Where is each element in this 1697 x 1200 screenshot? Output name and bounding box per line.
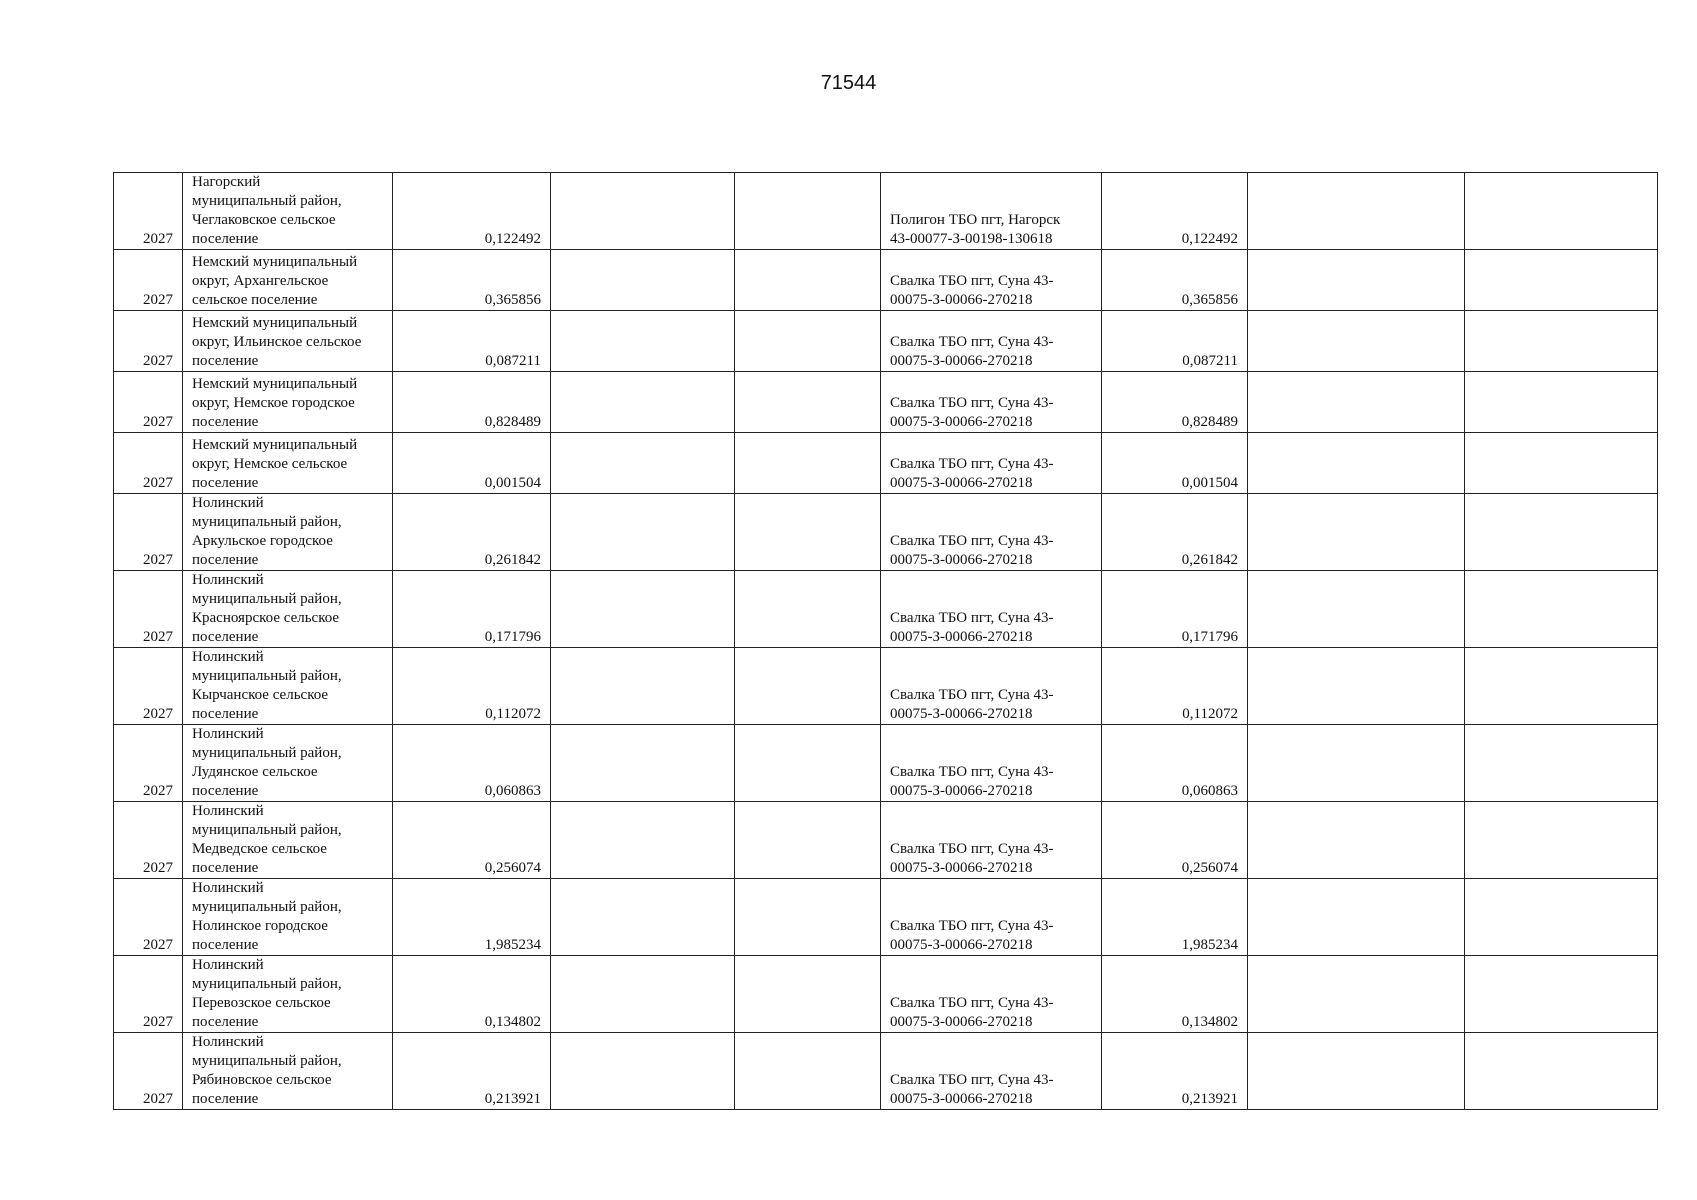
municipality-cell: Нолинский муниципальный район, Красноярское сельское поселение [183,571,393,648]
empty-cell [551,725,735,802]
disposal-object-cell: Свалка ТБО пгт, Суна 43- 00075-З-00066-270218 [881,311,1102,372]
table-row [114,173,1658,250]
empty-cell [1248,433,1465,494]
volume-cell: 0,261842 [393,494,551,571]
municipality-cell: Нолинский муниципальный район, Нолинское городское поселение [183,879,393,956]
empty-cell [1465,494,1658,571]
year-cell: 2027 [114,648,183,725]
volume-cell: 0,365856 [393,250,551,311]
table-row [114,648,1658,725]
year-cell: 2027 [114,725,183,802]
table-row [114,250,1658,311]
empty-cell [551,494,735,571]
empty-cell [735,571,881,648]
volume-disposed-cell: 0,134802 [1102,956,1248,1033]
disposal-object-cell: Свалка ТБО пгт, Суна 43- 00075-З-00066-270218 [881,802,1102,879]
table-body [114,173,1658,1110]
disposal-object-cell: Свалка ТБО пгт, Суна 43- 00075-З-00066-270218 [881,956,1102,1033]
empty-cell [1465,956,1658,1033]
volume-cell: 0,122492 [393,173,551,250]
volume-disposed-cell: 0,261842 [1102,494,1248,571]
volume-cell: 0,134802 [393,956,551,1033]
table-row [114,571,1658,648]
year-cell: 2027 [114,956,183,1033]
municipality-cell: Нолинский муниципальный район, Рябиновское сельское поселение [183,1033,393,1110]
volume-cell: 0,112072 [393,648,551,725]
municipality-cell: Немский муниципальный округ, Архангельское сельское поселение [183,250,393,311]
empty-cell [1248,879,1465,956]
empty-cell [735,433,881,494]
empty-cell [735,372,881,433]
disposal-object-cell: Свалка ТБО пгт, Суна 43- 00075-З-00066-270218 [881,725,1102,802]
empty-cell [735,173,881,250]
year-cell: 2027 [114,1033,183,1110]
empty-cell [551,433,735,494]
page-number: 71544 [820,72,877,94]
volume-cell: 0,213921 [393,1033,551,1110]
empty-cell [1248,1033,1465,1110]
empty-cell [551,648,735,725]
empty-cell [1248,571,1465,648]
volume-disposed-cell: 0,828489 [1102,372,1248,433]
table-row [114,879,1658,956]
empty-cell [735,725,881,802]
empty-cell [1248,802,1465,879]
year-cell: 2027 [114,571,183,648]
empty-cell [1248,311,1465,372]
volume-cell: 0,256074 [393,802,551,879]
empty-cell [1248,494,1465,571]
volume-disposed-cell: 0,112072 [1102,648,1248,725]
empty-cell [1465,802,1658,879]
volume-disposed-cell: 0,122492 [1102,173,1248,250]
empty-cell [1248,173,1465,250]
empty-cell [1465,433,1658,494]
municipality-cell: Нолинский муниципальный район, Медведское сельское поселение [183,802,393,879]
volume-disposed-cell: 0,171796 [1102,571,1248,648]
disposal-object-cell: Полигон ТБО пгт, Нагорск 43-00077-З-00198-130618 [881,173,1102,250]
year-cell: 2027 [114,802,183,879]
volume-disposed-cell: 0,213921 [1102,1033,1248,1110]
disposal-object-cell: Свалка ТБО пгт, Суна 43- 00075-З-00066-270218 [881,1033,1102,1110]
empty-cell [1465,311,1658,372]
empty-cell [1465,250,1658,311]
volume-disposed-cell: 0,087211 [1102,311,1248,372]
empty-cell [1465,571,1658,648]
table-row [114,494,1658,571]
empty-cell [735,311,881,372]
volume-cell: 0,060863 [393,725,551,802]
disposal-object-cell: Свалка ТБО пгт, Суна 43- 00075-З-00066-270218 [881,250,1102,311]
disposal-object-cell: Свалка ТБО пгт, Суна 43- 00075-З-00066-270218 [881,494,1102,571]
empty-cell [1465,372,1658,433]
empty-cell [1248,648,1465,725]
year-cell: 2027 [114,433,183,494]
empty-cell [735,250,881,311]
empty-cell [1248,956,1465,1033]
volume-disposed-cell: 1,985234 [1102,879,1248,956]
empty-cell [735,879,881,956]
table-row [114,725,1658,802]
year-cell: 2027 [114,311,183,372]
empty-cell [1465,725,1658,802]
empty-cell [551,1033,735,1110]
empty-cell [735,802,881,879]
empty-cell [1248,250,1465,311]
table-row [114,372,1658,433]
volume-cell: 0,087211 [393,311,551,372]
volume-cell: 0,171796 [393,571,551,648]
year-cell: 2027 [114,250,183,311]
volume-cell: 0,001504 [393,433,551,494]
empty-cell [735,648,881,725]
empty-cell [551,879,735,956]
municipality-cell: Нолинский муниципальный район, Аркульское городское поселение [183,494,393,571]
empty-cell [1465,1033,1658,1110]
disposal-object-cell: Свалка ТБО пгт, Суна 43- 00075-З-00066-270218 [881,433,1102,494]
disposal-object-cell: Свалка ТБО пгт, Суна 43- 00075-З-00066-270218 [881,571,1102,648]
empty-cell [1248,725,1465,802]
disposal-object-cell: Свалка ТБО пгт, Суна 43- 00075-З-00066-270218 [881,879,1102,956]
empty-cell [551,956,735,1033]
volume-disposed-cell: 0,365856 [1102,250,1248,311]
table-row [114,311,1658,372]
municipality-cell: Нолинский муниципальный район, Перевозское сельское поселение [183,956,393,1033]
waste-table [113,172,1658,1110]
table-row [114,1033,1658,1110]
municipality-cell: Немский муниципальный округ, Немское сельское поселение [183,433,393,494]
empty-cell [551,802,735,879]
empty-cell [551,311,735,372]
empty-cell [1465,648,1658,725]
empty-cell [735,1033,881,1110]
year-cell: 2027 [114,173,183,250]
year-cell: 2027 [114,879,183,956]
disposal-object-cell: Свалка ТБО пгт, Суна 43- 00075-З-00066-270218 [881,648,1102,725]
municipality-cell: Нагорский муниципальный район, Чеглаковское сельское поселение [183,173,393,250]
table-row [114,802,1658,879]
table-row [114,433,1658,494]
empty-cell [551,571,735,648]
empty-cell [551,250,735,311]
disposal-object-cell: Свалка ТБО пгт, Суна 43- 00075-З-00066-270218 [881,372,1102,433]
empty-cell [551,372,735,433]
table-row [114,956,1658,1033]
year-cell: 2027 [114,372,183,433]
municipality-cell: Немский муниципальный округ, Ильинское сельское поселение [183,311,393,372]
year-cell: 2027 [114,494,183,571]
volume-disposed-cell: 0,060863 [1102,725,1248,802]
volume-cell: 0,828489 [393,372,551,433]
volume-disposed-cell: 0,256074 [1102,802,1248,879]
empty-cell [1248,372,1465,433]
empty-cell [1465,879,1658,956]
empty-cell [1465,173,1658,250]
empty-cell [735,956,881,1033]
municipality-cell: Немский муниципальный округ, Немское городское поселение [183,372,393,433]
municipality-cell: Нолинский муниципальный район, Лудянское сельское поселение [183,725,393,802]
empty-cell [551,173,735,250]
municipality-cell: Нолинский муниципальный район, Кырчанское сельское поселение [183,648,393,725]
volume-disposed-cell: 0,001504 [1102,433,1248,494]
volume-cell: 1,985234 [393,879,551,956]
empty-cell [735,494,881,571]
